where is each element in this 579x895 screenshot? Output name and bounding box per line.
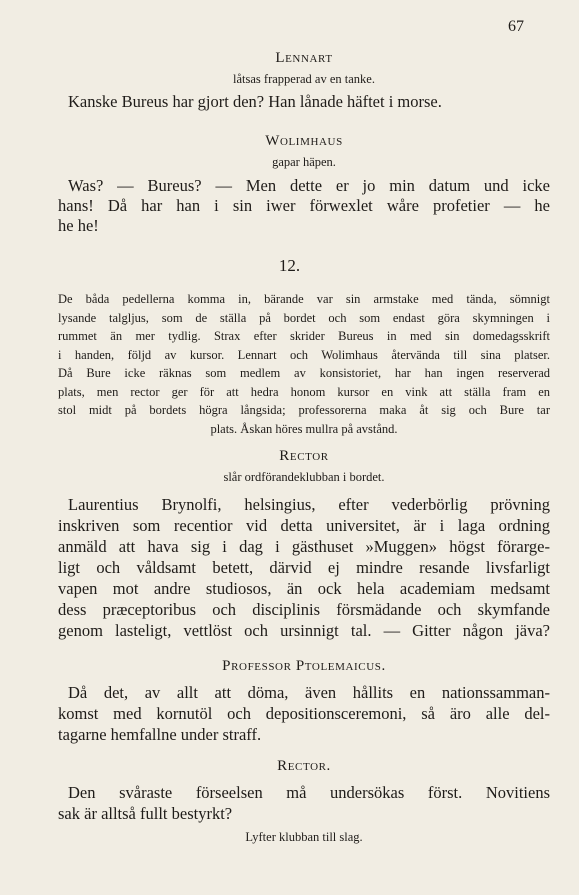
text-line: hans! Då har han i sin iwer förwexlet wåre profetier — he — [58, 196, 550, 215]
text-line: Då det, av allt att döma, även hållits en nationssamman- — [68, 683, 550, 702]
text-line: Då Bure icke räknas som medlem av konsistoriet, har han ingen reserverad — [58, 366, 550, 380]
stage-direction: Lyfter klubban till slag. — [245, 830, 363, 844]
page-number: 67 — [508, 18, 524, 35]
speaker-name: Rector — [279, 448, 329, 464]
text-line: Was? — Bureus? — Men dette er jo min datum und icke — [68, 176, 550, 195]
speech-rector — [58, 448, 550, 641]
stage-direction: låtsas frapperad av en tanke. — [233, 72, 375, 86]
speech-professor-ptolemaicus — [58, 658, 550, 745]
text-line: stol midt på bordets högra långsida; professorerna maka åt sig och Bure tar — [58, 403, 550, 417]
text-line: rummet än mer tydlig. Strax efter skrider Bureus in med sin domedagsskrift — [58, 329, 550, 343]
speech-wolimhaus — [58, 133, 550, 236]
stage-direction: gapar häpen. — [272, 155, 336, 169]
speech-rector-2 — [58, 758, 550, 845]
speaker-name: Rector. — [277, 758, 331, 774]
text-line: anmäld att hava sig i dag i gästhuset »Muggen» högst förarge- — [58, 537, 550, 556]
dialogue-text — [58, 782, 550, 824]
speaker-name: Wolimhaus — [265, 133, 343, 149]
dialogue-text — [58, 682, 550, 745]
text-line: De båda pedellerna komma in, bärande var sin armstake med tända, sömnigt — [58, 292, 550, 306]
text-line: he he! — [58, 216, 99, 235]
dialogue-text — [58, 176, 550, 236]
text-line: vapen mot andre studiosos, än ock hela academiam medsamt — [58, 579, 550, 598]
speaker-name: Lennart — [275, 50, 333, 66]
text-line: inskriven som recentior vid detta universitet, är i laga ordning — [58, 516, 550, 535]
text-line: lysande talgljus, som de ställa på bordet och som endast göra skymningen i — [58, 310, 550, 325]
text-line: genom lasteligt, vettlöst och ursinnigt tal. — Gitter någon jäva? — [58, 621, 550, 640]
text-line: Laurentius Brynolfi, helsingius, efter vederbörlig prövning — [68, 495, 550, 514]
section-number: 12. — [278, 256, 301, 275]
dialogue-line: Kanske Bureus har gjort den? Han lånade häftet i morse. — [68, 92, 442, 111]
text-line: plats. Åskan höres mullra på avstånd. — [210, 421, 398, 436]
text-line: tagarne hemfallne under straff. — [58, 725, 262, 744]
text-line: ligt och våldsamt betett, därvid ej mindre resande livsfarligt — [58, 558, 550, 577]
dialogue-text — [58, 494, 550, 641]
text-line: Den svåraste förseelsen må undersökas först. Novitiens — [68, 783, 550, 802]
text-line: i handen, följd av kursor. Lennart och Wolimhaus återvända till sina platser. — [58, 347, 550, 362]
stage-direction: slår ordförandeklubban i bordet. — [223, 470, 385, 484]
text-line: dess præceptoribus och disciplinis försmädande och skymfande — [58, 600, 550, 619]
speech-lennart — [58, 50, 550, 112]
text-line: komst med kornutöl och depositionsceremoni, så äro alle del- — [58, 704, 550, 723]
text-line: sak är alltså fullt bestyrkt? — [58, 804, 233, 823]
text-line: plats, men rector ger för att hedra honom kursor en vink att ställa fram en — [58, 384, 550, 399]
speaker-name: Professor Ptolemaicus. — [222, 658, 386, 674]
narration — [58, 290, 550, 438]
